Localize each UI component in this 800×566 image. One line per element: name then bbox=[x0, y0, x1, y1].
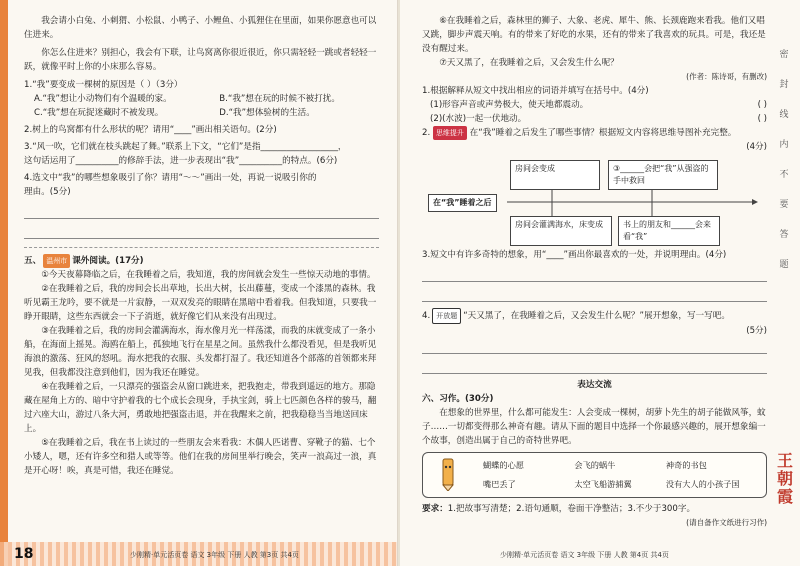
question-3-line-2: 这句话运用了__________的修辞手法，进一步表现出“我”__________的特点。(6分) bbox=[24, 156, 338, 166]
topic-item[interactable]: 太空飞船游捕翼 bbox=[574, 479, 632, 489]
question-3-line-1: 3.“风一吹，它们就在枝头跳起了舞。”联系上下文，“它们”是指__________________， bbox=[24, 142, 347, 152]
answer-line[interactable] bbox=[422, 268, 767, 282]
reading-paragraph-4: ④在我睡着之后，一只漂亮的强盗会从窗口跳进来，把我抱走，带我到遥远的地方。那隐藏在屋角上方的、暗中守护着我的七个成长会现身，手执宝剑，骑上七匹颜色各样的骏马，翻过六座大山，游过八条大河，勇敢地把强盗击退，并在我醒来之前，把我稳稳当当地送回床上。 bbox=[24, 382, 377, 434]
mind-branch-3[interactable]: 房间会灌满海水，床变成 bbox=[510, 216, 612, 246]
option-c[interactable]: C.“我”想在玩捉迷藏时不被发现。 bbox=[34, 108, 164, 118]
left-page bbox=[0, 0, 398, 566]
mind-branch-1[interactable]: 房间会变成 bbox=[510, 160, 600, 190]
r-question-1a: (1)形容声音或声势极大，使天地都震动。 ( ) bbox=[430, 100, 767, 110]
expression-heading: 表达交流 bbox=[577, 380, 612, 390]
reading-paragraph-5: ⑤在我睡着之后，我在书上读过的一些朋友会来看我：木偶人匹诺曹、穿靴子的猫、七个小矮人，嗯，还有许多空和猎人或等等。他们在我的房间里举行晚会，笑声一浪高过一浪，真是开心呀！唉，真是可惜，我还在睡觉。 bbox=[24, 438, 377, 476]
r-question-1: 1.根据解释从短文中找出相应的词语并填写在括号中。(4分) bbox=[422, 86, 649, 96]
requirements-note: (请自备作文纸进行习作) bbox=[686, 518, 767, 527]
question-1: 1.“我”要变成一棵树的原因是（ ）（3分） bbox=[24, 80, 183, 90]
answer-line[interactable] bbox=[422, 340, 767, 354]
answer-bracket[interactable]: ( ) bbox=[757, 100, 767, 110]
topic-box bbox=[422, 452, 767, 498]
pencil-mascot-icon bbox=[433, 455, 463, 491]
mind-branch-4[interactable]: 书上的朋友和______会来看“我” bbox=[618, 216, 720, 246]
seal-line-text: 密 封 线 内 不 要 答 题 bbox=[779, 50, 789, 270]
open-tag: 开放题 bbox=[432, 308, 461, 324]
r-question-4-score: (5分) bbox=[746, 326, 767, 336]
topic-item[interactable]: 会飞的蜗牛 bbox=[574, 460, 616, 470]
left-footer: 少刚精·单元活页卷 语文 3年级 下册 人教 第3页 共4页 bbox=[130, 551, 299, 559]
right-page bbox=[400, 0, 800, 566]
answer-line[interactable] bbox=[24, 205, 379, 219]
reading-paragraph-7: ⑦天又黑了，在我睡着之后，又会发生什么呢？ bbox=[439, 58, 619, 68]
question-4-line-1: 4.选文中“我”的哪些想象吸引了你？请用“～～”画出一处，再说一说吸引你的 bbox=[24, 173, 317, 183]
option-a[interactable]: A.“我”想让小动物们有个温暖的家。 bbox=[34, 94, 172, 104]
answer-bracket[interactable]: ( ) bbox=[757, 114, 767, 124]
answer-line[interactable] bbox=[422, 360, 767, 374]
intro-paragraph-1: 我会请小白兔、小刺猬、小松鼠、小鸭子、小鲤鱼、小狐狸住在里面，如果你愿意也可以住进来。 bbox=[24, 16, 377, 40]
option-b[interactable]: B.“我”想在玩的时候不被打扰。 bbox=[219, 94, 340, 104]
reading-paragraph-2: ②在我睡着之后，我的房间会长出草地，长出大树，长出藤蔓，变成一个漆黑的森林。我听见霸王龙吟，要不就是一片寂静，一双双发亮的眼睛在黑暗中看着我。但我知道，只要我一睁开眼睛，这些东西就会一下子消逝，就好像它们从来没有出现过。 bbox=[24, 284, 377, 322]
left-column bbox=[24, 14, 379, 478]
answer-line[interactable] bbox=[422, 288, 767, 302]
section-divider bbox=[24, 247, 379, 248]
mind-map bbox=[422, 156, 767, 248]
source-note: (作者：陈诗哥，有删改) bbox=[686, 72, 767, 81]
r-question-3: 3.短文中有许多奇特的想象，用“____”画出你最喜欢的一处，并说明理由。(4分) bbox=[422, 250, 727, 260]
topic-item[interactable]: 嘴巴丢了 bbox=[483, 479, 516, 489]
r-question-2: 2. 思维提升 在“我”睡着之后发生了哪些事情？根据短文内容将思维导图补充完整。 bbox=[422, 128, 737, 138]
r-question-1b: (2)(水波)一起一伏地动。 ( ) bbox=[430, 114, 767, 124]
intro-paragraph-2: 你怎么住进来？别担心，我会有下联，让鸟窝离你很近很近，你只需轻轻一跳或者轻轻一跃，就像平时上你的小床那么容易。 bbox=[24, 48, 377, 72]
right-column bbox=[422, 14, 767, 530]
page-number: 18 bbox=[14, 546, 34, 562]
right-footer: 少刚精·单元活页卷 语文 3年级 下册 人教 第4页 共4页 bbox=[500, 551, 669, 559]
question-1-options bbox=[24, 92, 379, 120]
requirements: 要求：1.把故事写清楚；2.语句通顺，卷面干净整洁；3.不少于300字。 bbox=[422, 504, 696, 514]
reading-paragraph-6: ⑥在我睡着之后，森林里的狮子、大象、老虎、犀牛、熊、长颈鹿跑来看我。他们又唱又跳，脚步声震天响。有的带来了好吃的水果，还有的带来了我喜欢的玩具。可是，我还是没有醒过来。 bbox=[422, 16, 766, 54]
answer-line[interactable] bbox=[24, 225, 379, 239]
question-2: 2.树上的鸟窝都有什么形状的呢？请用“____”画出相关语句。(2分) bbox=[24, 125, 277, 135]
brand-logo: 王朝霞 bbox=[776, 451, 793, 506]
thinking-tag: 思维提升 bbox=[433, 126, 467, 140]
topic-item[interactable]: 神奇的书包 bbox=[665, 460, 707, 470]
option-d[interactable]: D.“我”想体验树的生活。 bbox=[219, 108, 315, 118]
mind-branch-2[interactable]: ③______会把“我”从强盗的手中救回 bbox=[608, 160, 718, 190]
r-question-4: 4. 开放题 “天又黑了，在我睡着之后，又会发生什么呢？”展开想象，写一写吧。 bbox=[422, 308, 767, 324]
section-6-heading: 六、习作。(30分) bbox=[422, 394, 494, 404]
question-4-line-2: 理由。(5分) bbox=[24, 187, 71, 197]
reading-paragraph-1: ①今天夜幕降临之后，在我睡着之后，我知道，我的房间就会发生一些惊天动地的事情。 bbox=[41, 270, 376, 280]
topic-item[interactable]: 没有大人的小孩子国 bbox=[665, 479, 740, 489]
topic-item[interactable]: 蝴蝶的心愿 bbox=[483, 460, 524, 470]
essay-intro: 在想象的世界里，什么都可能发生：人会变成一棵树，胡萝卜先生的胡子能做风筝，蚊子……一切都变得那么神奇有趣。请从下面的题目中选择一个你最感兴趣的，展开想象编一个故事，创造出属于自己的奇特世界吧。 bbox=[422, 408, 766, 446]
mind-center: 在“我”睡着之后 bbox=[428, 194, 497, 212]
section-5-heading: 五、 温州市 课外阅读。(17分) bbox=[24, 256, 144, 266]
left-color-bar bbox=[0, 0, 8, 566]
reading-paragraph-3: ③在我睡着之后，我的房间会灌满海水，海水像月光一样荡漾，而我的床就变成了一条小船，在海面上摇晃。海鸥在船上，孤独地飞行在星星之间。虽然我什么都没看见，但是我听见海浪的激荡、狂风的怒吼。海水把我的衣服、头发都打湿了。我还知道各个部落的首领都来拜见我，但我都没注意到他们，因为我还在睡觉。 bbox=[24, 326, 377, 378]
r-question-2-score: (4分) bbox=[746, 142, 767, 152]
region-tag: 温州市 bbox=[43, 254, 70, 268]
